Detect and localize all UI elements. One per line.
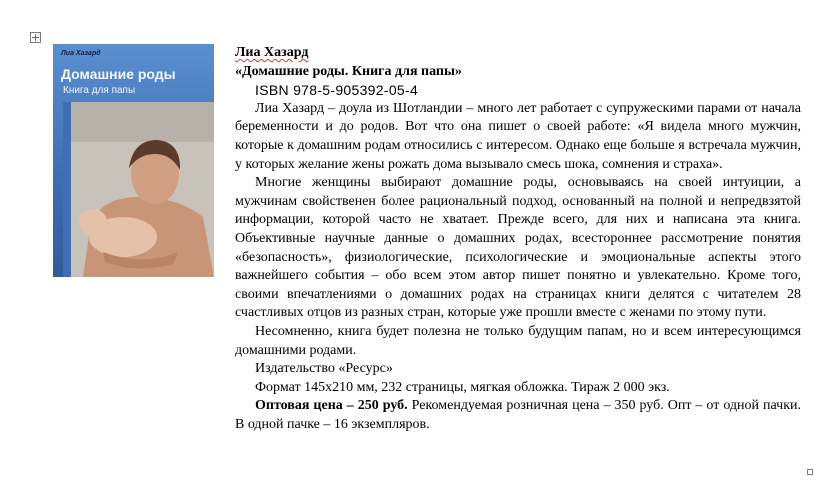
book-description [235,44,801,434]
cover-author: Лиа Хазард [61,50,101,57]
price-line [235,397,801,434]
publisher-line: Издательство «Ресурс» [255,361,393,377]
retail-price: Рекомендуемая розничная цена – 350 руб. Опт – от одной пачки. В одной пачке – 16 экземпляров. [235,398,801,432]
cover-photo [63,102,214,277]
book-cover-image [53,44,214,277]
book-isbn: ISBN 978-5-905392-05-4 [255,82,419,99]
book-author [235,44,801,63]
format-line: Формат 145х210 мм, 232 страницы, мягкая обложка. Тираж 2 000 экз. [255,379,670,395]
table-resize-handle-icon[interactable] [807,469,813,475]
table-move-handle-icon[interactable] [30,32,41,43]
cover-title: Домашние роды [61,66,176,82]
description-paragraph-2: Многие женщины выбирают домашние роды, основываясь на своей интуиции, а мужчинам свойственен более рациональный подход, основанный на полной и непредвзятой информации, которой часто не хватает. Прежде всего, для них и написана эта книга. Объективные научные данные о домашних родах, всестороннее рассмотрение понятия «безопасность», физиологические, психологические и эмоциональные аспекты этого важнейшего события – обо всем этом автор пишет понятно и увлекательно. Кроме того, своими впечатлениями о домашних родах на страницах книги делятся с читателем 28 счастливых отцов из разных стран, которые уже прошли вместе с женами по этому пути. [235,175,801,321]
wholesale-price: Оптовая цена – 250 руб. [255,398,408,414]
book-title: «Домашние роды. Книга для папы» [235,63,462,79]
book-author-text: Лиа Хазард [235,45,309,60]
cover-subtitle: Книга для папы [63,85,136,96]
description-paragraph-3: Несомненно, книга будет полезна не только будущим папам, но и всем интересующимся домашними родами. [235,323,801,358]
description-paragraph-1: Лиа Хазард – доула из Шотландии – много лет работает с супружескими парами от начала беременности и до родов. Вот что она пишет о своей работе: «Я видела много мужчин, которые к домашним родам относились с интересом. Однако еще больше я встречала мужчин, у которых желание жены рожать дома вызывало смесь шока, сомнения и страха». [235,100,801,172]
